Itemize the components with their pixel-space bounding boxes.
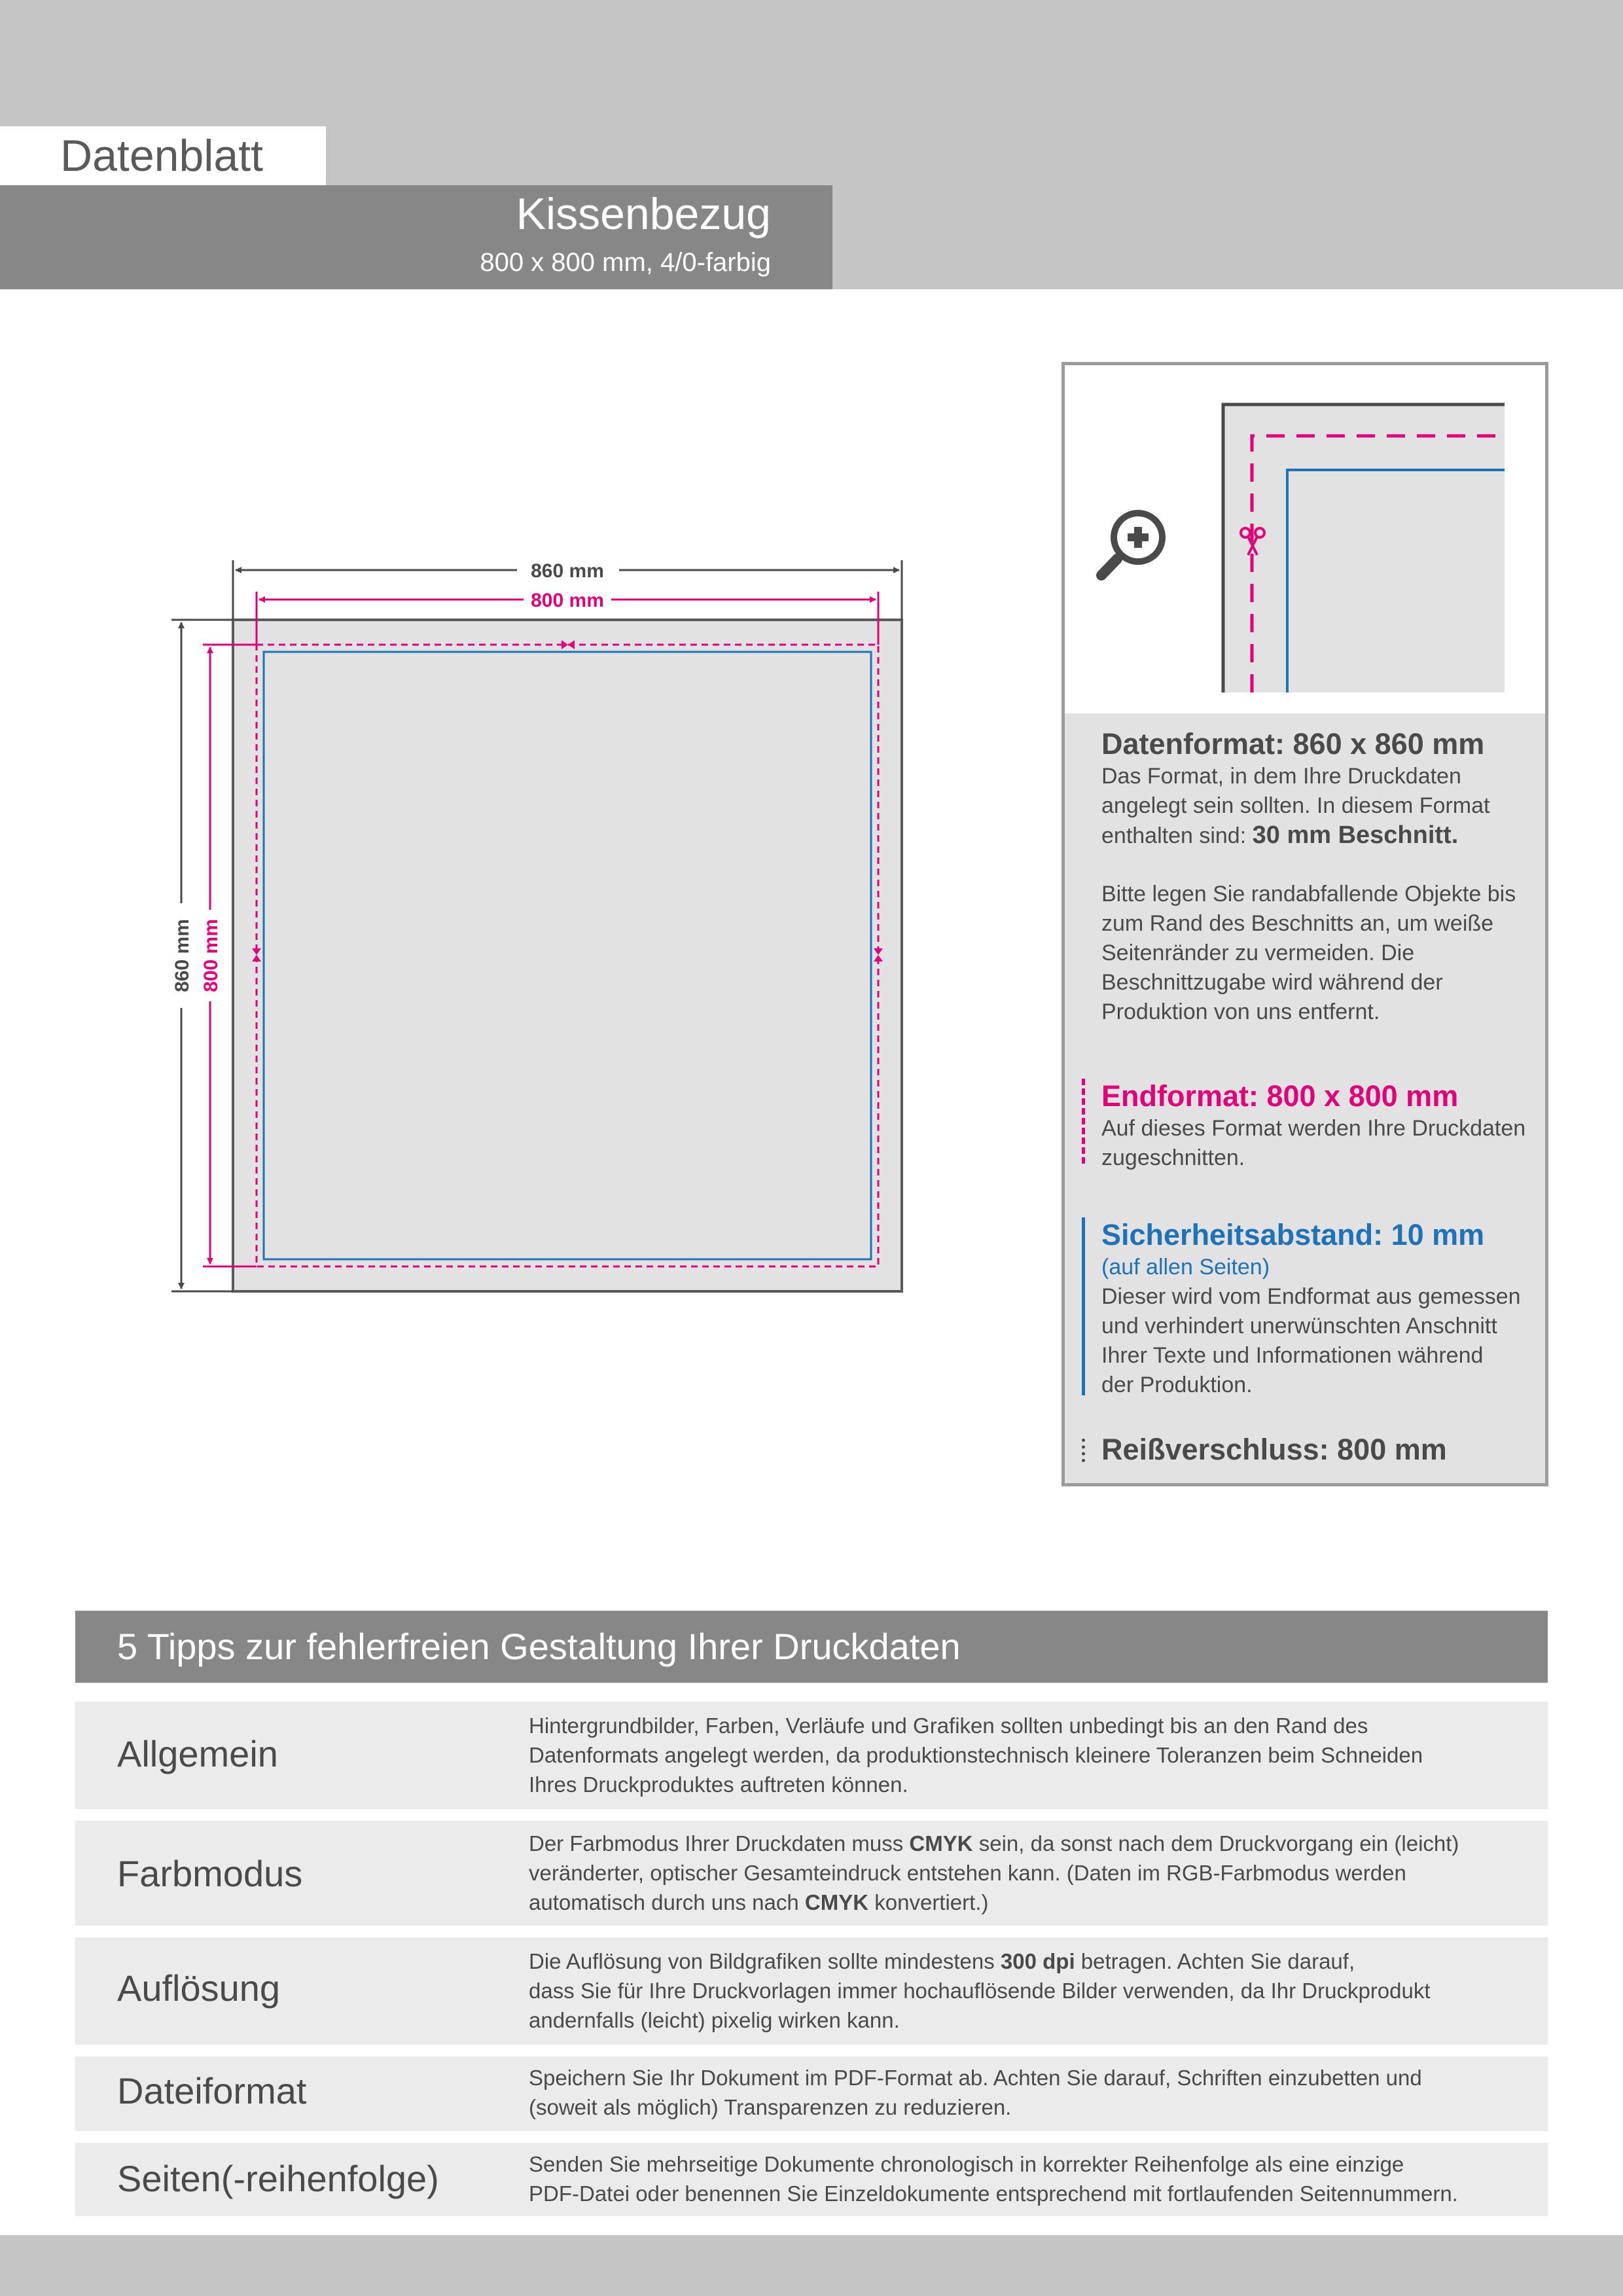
tip-line-text: Die Auflösung von Bildgrafiken sollte mindestens [529, 1949, 1001, 1973]
datenformat-para: Produktion von uns entfernt. [1101, 999, 1380, 1024]
endformat-block [1101, 1079, 1536, 1173]
tip-line-text: Der Farbmodus Ihrer Druckdaten muss [529, 1831, 910, 1856]
product-title: Kissenbezug [516, 189, 771, 239]
tip-text [529, 1711, 1535, 1799]
tip-text [529, 2149, 1535, 2208]
tip-label: Allgemein [117, 1733, 278, 1774]
reiss-title: Reißverschluss: 800 mm [1101, 1433, 1447, 1466]
product-spec: 800 x 800 mm, 4/0-farbig [480, 248, 771, 277]
tips-header: 5 Tipps zur fehlerfreien Gestaltung Ihrer Druckdaten [75, 1611, 1548, 1683]
reiss-bar [1082, 1439, 1085, 1462]
endformat-line: Auf dieses Format werden Ihre Druckdaten [1101, 1116, 1526, 1141]
reiss-block [1101, 1432, 1536, 1467]
tip-line-text: automatisch durch uns nach [529, 1890, 805, 1914]
sicherheit-bar [1082, 1217, 1085, 1395]
datenformat-line-text: enthalten sind: [1101, 823, 1253, 848]
sicherheit-sub: (auf allen Seiten) [1101, 1255, 1270, 1280]
tip-row-farbmodus [75, 1821, 1548, 1926]
sicherheit-line: Ihrer Texte und Informationen während [1101, 1343, 1484, 1368]
tip-text [529, 1829, 1535, 1917]
endformat-bar [1082, 1079, 1085, 1164]
tip-text [529, 1946, 1535, 2035]
zoom-icon [1101, 510, 1166, 575]
datenformat-line: angelegt sein sollten. In diesem Format [1101, 793, 1490, 818]
datenformat-para: Bitte legen Sie randabfallende Objekte bis [1101, 882, 1516, 906]
outer-width-label: 860 mm [531, 560, 604, 582]
cmyk-bold: CMYK [804, 1890, 869, 1914]
tip-line [529, 1946, 1535, 1976]
datenformat-para: Seitenränder zu vermeiden. Die [1101, 941, 1415, 965]
outer-height-label: 860 mm [171, 919, 193, 992]
tip-line: Hintergrundbilder, Farben, Verläufe und Grafiken sollten unbedingt bis an den Rand des [529, 1713, 1368, 1738]
tip-row-seiten [75, 2143, 1548, 2216]
tip-text [529, 2063, 1535, 2122]
inner-width-label: 800 mm [531, 590, 604, 611]
tip-line: Ihres Druckproduktes auftreten können. [529, 1772, 908, 1797]
format-diagram [157, 543, 942, 1316]
tip-label: Auflösung [117, 1967, 281, 2009]
endformat-title: Endformat: 800 x 800 mm [1101, 1079, 1459, 1113]
sicherheit-block [1101, 1217, 1536, 1400]
info-panel [1061, 362, 1548, 1486]
tip-row-allgemein [75, 1702, 1548, 1809]
title-block [0, 185, 832, 289]
tip-line-text: betragen. Achten Sie darauf, [1075, 1949, 1355, 1973]
dpi-bold: 300 dpi [1000, 1949, 1075, 1973]
datenformat-rect [233, 620, 902, 1291]
tip-row-aufloesung [75, 1937, 1548, 2045]
doc-label: Datenblatt [0, 126, 326, 185]
datenformat-line: Das Format, in dem Ihre Druckdaten [1101, 764, 1461, 789]
datenformat-para: zum Rand des Beschnitts an, um weiße [1101, 911, 1494, 936]
tip-line: Senden Sie mehrseitige Dokumente chronologisch in korrekter Reihenfolge als eine einzige [529, 2152, 1404, 2176]
sicherheit-line: der Produktion. [1101, 1372, 1253, 1397]
zoom-detail-graphic [1065, 365, 1545, 713]
tip-line-text: sein, da sonst nach dem Druckvorgang ein (leicht) [972, 1831, 1459, 1856]
tip-line [529, 1829, 1535, 1858]
tip-line: Datenformats angelegt werden, da produktionstechnisch kleinere Toleranzen beim Schneiden [529, 1743, 1423, 1767]
sicherheit-line: und verhindert unerwünschten Anschnitt [1101, 1314, 1497, 1338]
zoom-detail [1065, 365, 1545, 713]
datenformat-line [1101, 821, 1536, 851]
cmyk-bold: CMYK [909, 1831, 973, 1856]
tip-line: andernfalls (leicht) pixelig wirken kann. [529, 2008, 900, 2032]
tip-row-dateiformat [75, 2056, 1548, 2131]
beschnitt-value: 30 mm Beschnitt. [1252, 821, 1459, 849]
tip-line: PDF-Datei oder benennen Sie Einzeldokumente entsprechend mit fortlaufenden Seitennummern. [529, 2181, 1458, 2206]
sicherheit-line: Dieser wird vom Endformat aus gemessen [1101, 1284, 1521, 1309]
tip-line [529, 1888, 1535, 1917]
datenformat-title: Datenformat: 860 x 860 mm [1101, 727, 1485, 761]
tip-line-text: konvertiert.) [868, 1890, 989, 1914]
tip-label: Farbmodus [117, 1853, 303, 1894]
datenformat-para: Beschnittzugabe wird während der [1101, 970, 1443, 995]
tip-line: dass Sie für Ihre Druckvorlagen immer hochauflösende Bilder verwenden, da Ihr Druckprodukt [529, 1979, 1431, 2003]
datenformat-block [1101, 726, 1536, 1027]
tip-line: veränderter, optischer Gesamteindruck entstehen kann. (Daten im RGB-Farbmodus werden [529, 1861, 1406, 1885]
tip-label: Dateiformat [117, 2070, 307, 2111]
inner-height-label: 800 mm [200, 919, 222, 992]
tip-line: Speichern Sie Ihr Dokument im PDF-Format ab. Achten Sie darauf, Schriften einzubetten und [529, 2066, 1422, 2090]
endformat-line: zugeschnitten. [1101, 1145, 1245, 1170]
tip-line: (soweit als möglich) Transparenzen zu reduzieren. [529, 2095, 1012, 2119]
sicherheit-title: Sicherheitsabstand: 10 mm [1101, 1218, 1485, 1251]
footer-band [0, 2235, 1623, 2296]
tip-label: Seiten(-reihenfolge) [117, 2158, 439, 2199]
